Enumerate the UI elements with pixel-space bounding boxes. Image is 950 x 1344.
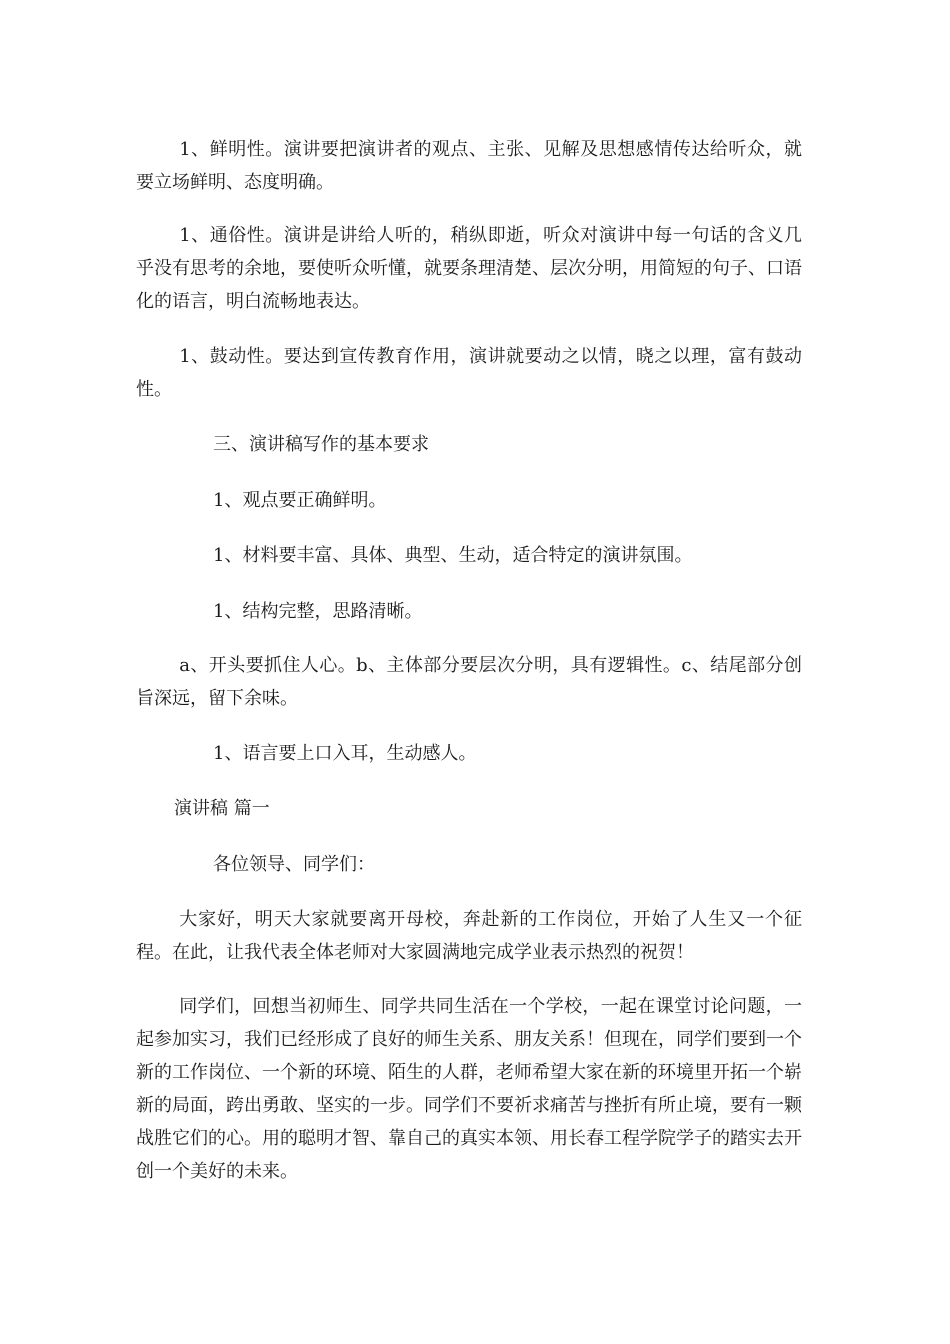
paragraph-students: 同学们，回想当初师生、同学共同生活在一个学校，一起在课堂讨论问题，一起参加实习，我们已经形成了良好的师生关系、朋友关系！但现在，同学们要到一个新的工作岗位、一个新的环境、陌生的人群，老师希望大家在新的环境里开拓一个崭新的局面，跨出勇敢、坚实的一步。同学们不要祈求痛苦与挫折有所止境，要有一颗战胜它们的心。用的聪明才智、靠自己的真实本领、用长春工程学院学子的踏实去开创一个美好的未来。 [136, 996, 802, 1182]
paragraph-materials: 1、材料要丰富、具体、典型、生动，适合特定的演讲氛围。 [213, 545, 693, 566]
paragraph-opening-body-ending: a、开头要抓住人心。b、主体部分要层次分明，具有逻辑性。c、结尾部分创旨深远，留下余味。 [136, 655, 802, 709]
paragraph-viewpoint: 1、观点要正确鲜明。 [213, 490, 387, 511]
speech-title: 演讲稿 篇一 [174, 798, 270, 819]
paragraph-distinctiveness: 1、鲜明性。演讲要把演讲者的观点、主张、见解及思想感情传达给听众，就要立场鲜明、态度明确。 [136, 139, 802, 193]
paragraph-structure: 1、结构完整，思路清晰。 [213, 601, 423, 622]
paragraph-language: 1、语言要上口入耳，生动感人。 [213, 743, 477, 764]
paragraph-popularity: 1、通俗性。演讲是讲给人听的，稍纵即逝，听众对演讲中每一句话的含义几乎没有思考的余地，要使听众听懂，就要条理清楚、层次分明，用简短的句子、口语化的语言，明白流畅地表达。 [136, 225, 802, 312]
paragraph-greeting: 大家好，明天大家就要离开母校，奔赴新的工作岗位，开始了人生又一个征程。在此，让我代表全体老师对大家圆满地完成学业表示热烈的祝贺！ [136, 909, 802, 963]
paragraph-inspiring: 1、鼓动性。要达到宣传教育作用，演讲就要动之以情，晓之以理，富有鼓动性。 [136, 346, 802, 400]
section-heading-requirements: 三、演讲稿写作的基本要求 [213, 434, 429, 455]
salutation: 各位领导、同学们： [213, 854, 375, 875]
